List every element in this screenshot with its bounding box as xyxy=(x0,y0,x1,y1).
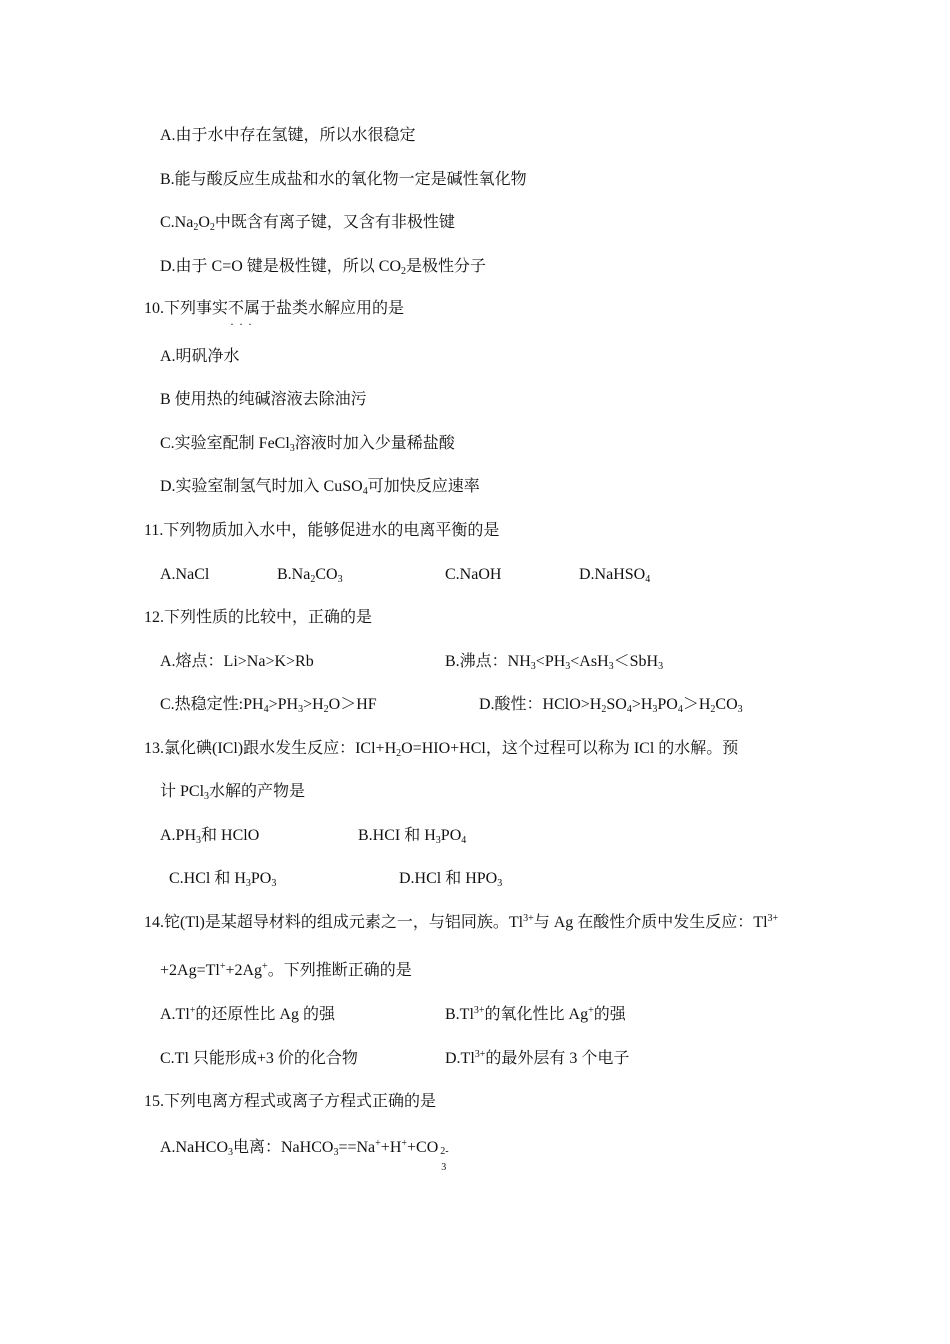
q9-option-a: A.由于水中存在氢键，所以水很稳定 xyxy=(160,127,416,144)
q13-stem-line2: 计 PCl$_3$水解的产物是 xyxy=(160,783,306,802)
q10-option-b: B 使用热的纯碱溶液去除油污 xyxy=(160,391,367,408)
q9-option-b: B.能与酸反应生成盐和水的氧化物一定是碱性氧化物 xyxy=(160,171,527,188)
q15-option-a: A.NaHCO$_3$电离：NaHCO$_3$==Na++H++CO 2- 3 xyxy=(160,1138,449,1173)
q13-option-d: D.HCl 和 $HPO_3$ xyxy=(399,870,503,889)
q15-stem: 15.下列电离方程式或离子方程式正确的是 xyxy=(144,1093,437,1110)
q14-option-d: $D.Tl^{3+}$的最外层有 3 个电子 xyxy=(445,1049,630,1067)
q9-option-d: D.由于 C=O 键是极性键，所以 $CO_2$是极性分子 xyxy=(160,258,487,277)
q12-stem: 12.下列性质的比较中，正确的是 xyxy=(144,609,373,626)
q10-option-d: D.实验室制氢气时加入 CuSO$_4$可加快反应速率 xyxy=(160,478,480,497)
q13-stem-line1: 13.氯化碘(ICl)跟水发生反应：$ICl+H_2O=HIO+HCl$，这个过程可以称为 ICl 的水解。预 xyxy=(144,740,739,759)
q11-option-b: $B.Na_2CO_3$ xyxy=(277,566,343,585)
q11-option-d: D.NaHSO$_4$ xyxy=(579,566,651,585)
q14-option-b: $B.Tl^{3+}$的氧化性比 Ag+的强 xyxy=(445,1005,626,1023)
q12-option-d: D.酸性：$HClO>H_2SO_4>H_3PO_4>H_2CO_3$ xyxy=(479,696,743,715)
emphasis-text: 不属于 · · · xyxy=(228,300,276,317)
q14-option-a: A.Tl+的还原性比 Ag 的强 xyxy=(160,1005,335,1023)
q13-option-c: C.HCl 和 $H_3PO_3$ xyxy=(169,870,277,889)
ion-charge-stack: 2- 3 xyxy=(440,1146,449,1173)
q13-option-b: B.HCI 和 $H_3PO_4$ xyxy=(358,827,467,846)
q9-option-c: $C.Na_2O_2$中既含有离子键，又含有非极性键 xyxy=(160,214,455,233)
q14-stem-line2: +2Ag=Tl++2Ag+。下列推断正确的是 xyxy=(160,961,412,979)
q12-option-b: B.沸点：$NH_3<PH_3<AsH_3<SbH_3$ xyxy=(445,653,664,672)
q11-option-c: C.NaOH xyxy=(445,566,502,583)
q11-option-a: A.NaCl xyxy=(160,566,210,583)
q14-stem-line1: 14.铊(Tl)是某超导材料的组成元素之一，与铝同族。$Tl^{3+}$与 Ag 在酸性介质中发生反应：$Tl^{3+}$ xyxy=(144,913,779,931)
q10-option-c: C.实验室配制 FeCl$_3$溶液时加入少量稀盐酸 xyxy=(160,435,455,454)
q12-option-c: C.热稳定性$:PH_4>PH_3>H_2O>HF$ xyxy=(160,696,377,715)
q11-stem: 11.下列物质加入水中，能够促进水的电离平衡的是 xyxy=(144,522,500,539)
q12-option-a: A.熔点：Li>Na>K>Rb xyxy=(160,653,314,670)
q13-option-a: $A.PH_3$和 HClO xyxy=(160,827,260,846)
q10-stem: 10.下列事实不属于 · · ·盐类水解应用的是 xyxy=(144,299,404,319)
q10-option-a: A.明矾净水 xyxy=(160,348,240,365)
q14-option-c: C.Tl 只能形成+3 价的化合物 xyxy=(160,1050,358,1067)
